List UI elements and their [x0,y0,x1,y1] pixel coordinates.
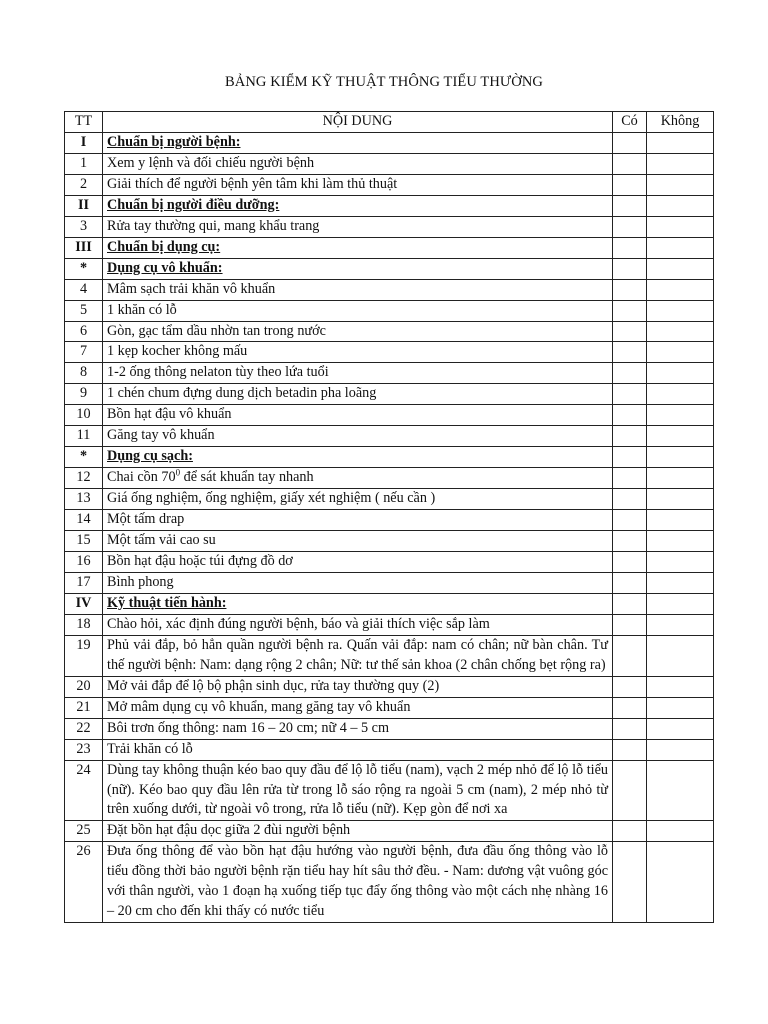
yes-check-cell[interactable] [613,489,647,510]
row-number: 9 [65,384,103,405]
row-number: 7 [65,342,103,363]
table-row [65,635,714,676]
table-row [65,718,714,739]
yes-check-cell[interactable] [613,447,647,468]
row-text: 1 kẹp kocher không mấu [107,343,248,360]
no-check-cell[interactable] [647,821,714,842]
table-row [65,760,714,821]
row-number: 16 [65,552,103,573]
row-text: Gòn, gạc tẩm dầu nhờn tan trong nước [107,322,326,339]
row-text: Giải thích để người bệnh yên tâm khi làm thủ thuật [107,175,398,192]
row-text: Chuẩn bị người điều dưỡng: [107,196,280,213]
yes-check-cell[interactable] [613,342,647,363]
header-tt: TT [65,112,103,133]
row-number: 17 [65,572,103,593]
yes-check-cell[interactable] [613,760,647,821]
no-check-cell[interactable] [647,676,714,697]
row-text: Một tấm vải cao su [107,532,216,549]
row-number: 2 [65,174,103,195]
no-check-cell[interactable] [647,279,714,300]
yes-check-cell[interactable] [613,552,647,573]
row-content [103,279,613,300]
no-check-cell[interactable] [647,572,714,593]
row-content [103,718,613,739]
table-row [65,300,714,321]
row-content [103,739,613,760]
row-text: Chào hỏi, xác định đúng người bệnh, báo và giải thích việc sắp làm [107,615,490,632]
row-text: Rửa tay thường qui, mang khẩu trang [107,217,320,234]
row-number: * [65,258,103,279]
row-number: 14 [65,510,103,531]
row-number: 10 [65,405,103,426]
row-text: Dùng tay không thuận kéo bao quy đầu để lộ lỗ tiểu (nam), vạch 2 mép nhỏ để lộ lỗ tiểu (nữ). Kéo bao quy đầu lên rửa từ trong lỗ sáo rộng ra ngoài 5 cm (nam), 2 mép nhỏ từ trên xuống dưới, từ ngoài vô trong, rửa lỗ tiểu (nữ). Kẹp gòn để nơi xa [107,761,608,818]
row-text: Phủ vải đắp, bỏ hẳn quần người bệnh ra. Quấn vải đắp: nam có chân; nữ bàn chân. Tư thế người bệnh: Nam: dạng rộng 2 chân; Nữ: tư thế sản khoa (2 chân chống bẹt rộng ra) [107,636,608,673]
table-row [65,384,714,405]
row-content [103,216,613,237]
row-number: 4 [65,279,103,300]
yes-check-cell[interactable] [613,279,647,300]
table-row [65,821,714,842]
row-number: 18 [65,614,103,635]
row-number: 5 [65,300,103,321]
yes-check-cell[interactable] [613,614,647,635]
no-check-cell[interactable] [647,363,714,384]
no-check-cell[interactable] [647,635,714,676]
no-check-cell[interactable] [647,531,714,552]
table-header-row [65,112,714,133]
table-row [65,279,714,300]
no-check-cell[interactable] [647,216,714,237]
no-check-cell[interactable] [647,174,714,195]
row-content [103,510,613,531]
row-content [103,635,613,676]
table-body [65,132,714,922]
no-check-cell[interactable] [647,697,714,718]
yes-check-cell[interactable] [613,572,647,593]
row-text: Mở mâm dụng cụ vô khuẩn, mang găng tay vô khuẩn [107,698,411,715]
row-number: 21 [65,697,103,718]
row-text-tail: để sát khuẩn tay nhanh [180,469,314,486]
row-text: Chuẩn bị dụng cụ: [107,238,221,255]
row-number: 11 [65,426,103,447]
row-text: Trải khăn có lỗ [107,740,193,757]
row-content [103,237,613,258]
no-check-cell[interactable] [647,760,714,821]
row-text: Mâm sạch trải khăn vô khuẩn [107,280,276,297]
table-row [65,697,714,718]
row-superscript: 0 [175,467,181,478]
no-check-cell[interactable] [647,342,714,363]
yes-check-cell[interactable] [613,531,647,552]
document-title: BẢNG KIỂM KỸ THUẬT THÔNG TIỂU THƯỜNG [225,74,543,90]
row-content [103,552,613,573]
no-check-cell[interactable] [647,447,714,468]
yes-check-cell[interactable] [613,426,647,447]
yes-check-cell[interactable] [613,593,647,614]
no-check-cell[interactable] [647,510,714,531]
yes-check-cell[interactable] [613,300,647,321]
row-text: Dụng cụ vô khuẩn: [107,259,223,276]
table-row [65,739,714,760]
no-check-cell[interactable] [647,593,714,614]
row-text: Găng tay vô khuẩn [107,427,215,444]
row-content [103,321,613,342]
row-number: IV [65,593,103,614]
no-check-cell[interactable] [647,300,714,321]
yes-check-cell[interactable] [613,216,647,237]
header-yes: Có [613,112,647,133]
section-row [65,258,714,279]
yes-check-cell[interactable] [613,676,647,697]
row-number: 12 [65,468,103,489]
table-row [65,510,714,531]
row-number: 1 [65,153,103,174]
row-content [103,384,613,405]
row-text: Chuẩn bị người bệnh: [107,133,241,150]
header-no: Không [647,112,714,133]
row-text: Đưa ống thông để vào bồn hạt đậu hướng vào người bệnh, đưa đầu ống thông vào lỗ tiểu đồng thời bảo người bệnh rặn tiểu hay hít sâu thở đều. - Nam: dương vật vuông góc với thân người, vào 1 đoạn hạ xuống tiếp tục đẩy ống thông vào một cách nhẹ nhàng 16 – 20 cm cho đến khi thấy có nước tiểu [107,843,608,920]
yes-check-cell[interactable] [613,405,647,426]
row-text: Bình phong [107,573,174,590]
table-row [65,842,714,923]
yes-check-cell[interactable] [613,237,647,258]
no-check-cell[interactable] [647,153,714,174]
row-number: 8 [65,363,103,384]
table-row [65,614,714,635]
yes-check-cell[interactable] [613,821,647,842]
row-content [103,426,613,447]
row-text: Mở vải đắp để lộ bộ phận sinh dục, rửa tay thường quy (2) [107,677,440,694]
no-check-cell[interactable] [647,132,714,153]
row-number: 15 [65,531,103,552]
table-row [65,552,714,573]
row-text: Bôi trơn ống thông: nam 16 – 20 cm; nữ 4 – 5 cm [107,719,389,736]
row-content [103,132,613,153]
row-content [103,195,613,216]
row-text: Giá ống nghiệm, ống nghiệm, giấy xét nghiệm ( nếu cần ) [107,490,436,507]
no-check-cell[interactable] [647,237,714,258]
row-text: 1-2 ống thông nelaton tùy theo lứa tuổi [107,364,329,381]
row-number: * [65,447,103,468]
row-content [103,363,613,384]
no-check-cell[interactable] [647,842,714,923]
row-content [103,593,613,614]
table-row [65,174,714,195]
row-number: 25 [65,821,103,842]
row-content [103,300,613,321]
table-row [65,321,714,342]
row-content [103,174,613,195]
table-row [65,405,714,426]
table-row [65,468,714,489]
row-text: Một tấm drap [107,511,185,528]
yes-check-cell[interactable] [613,321,647,342]
no-check-cell[interactable] [647,468,714,489]
row-content [103,760,613,821]
row-number: 26 [65,842,103,923]
row-content [103,468,613,489]
row-number: 19 [65,635,103,676]
yes-check-cell[interactable] [613,468,647,489]
row-number: 24 [65,760,103,821]
section-row [65,195,714,216]
yes-check-cell[interactable] [613,153,647,174]
table-row [65,572,714,593]
row-content [103,572,613,593]
no-check-cell[interactable] [647,384,714,405]
section-row [65,593,714,614]
row-number: 6 [65,321,103,342]
yes-check-cell[interactable] [613,739,647,760]
no-check-cell[interactable] [647,489,714,510]
yes-check-cell[interactable] [613,718,647,739]
row-content [103,153,613,174]
row-text: 1 khăn có lỗ [107,301,177,318]
section-row [65,132,714,153]
row-text: Bồn hạt đậu vô khuẩn [107,406,232,423]
no-check-cell[interactable] [647,614,714,635]
row-number: 3 [65,216,103,237]
row-content [103,614,613,635]
section-row [65,447,714,468]
table-row [65,153,714,174]
row-text: Kỹ thuật tiến hành: [107,594,227,611]
row-content [103,821,613,842]
row-number: 23 [65,739,103,760]
no-check-cell[interactable] [647,552,714,573]
yes-check-cell[interactable] [613,510,647,531]
yes-check-cell[interactable] [613,132,647,153]
checklist-table [64,111,714,923]
table-row [65,216,714,237]
yes-check-cell[interactable] [613,258,647,279]
row-text: Xem y lệnh và đối chiếu người bệnh [107,154,315,171]
yes-check-cell[interactable] [613,174,647,195]
section-row [65,237,714,258]
row-number: I [65,132,103,153]
yes-check-cell[interactable] [613,842,647,923]
no-check-cell[interactable] [647,426,714,447]
table-row [65,426,714,447]
row-number: 20 [65,676,103,697]
row-number: III [65,237,103,258]
table-row [65,363,714,384]
no-check-cell[interactable] [647,195,714,216]
row-content [103,447,613,468]
no-check-cell[interactable] [647,321,714,342]
yes-check-cell[interactable] [613,635,647,676]
no-check-cell[interactable] [647,405,714,426]
row-text: Đặt bồn hạt đậu dọc giữa 2 đùi người bệnh [107,822,351,839]
row-text: 1 chén chum đựng dung dịch betadin pha loãng [107,385,377,402]
row-content [103,697,613,718]
table-row [65,342,714,363]
table-row [65,531,714,552]
yes-check-cell[interactable] [613,384,647,405]
yes-check-cell[interactable] [613,697,647,718]
row-text: Dụng cụ sạch: [107,448,193,465]
no-check-cell[interactable] [647,718,714,739]
row-number: 13 [65,489,103,510]
row-content [103,405,613,426]
no-check-cell[interactable] [647,739,714,760]
row-content [103,258,613,279]
row-text: Bồn hạt đậu hoặc túi đựng đồ dơ [107,553,293,570]
row-content [103,842,613,923]
row-content [103,342,613,363]
row-content [103,531,613,552]
row-content [103,489,613,510]
row-text: Chai cồn 70 [107,469,176,486]
table-row [65,676,714,697]
yes-check-cell[interactable] [613,363,647,384]
no-check-cell[interactable] [647,258,714,279]
yes-check-cell[interactable] [613,195,647,216]
table-row [65,489,714,510]
row-number: II [65,195,103,216]
row-content [103,676,613,697]
row-number: 22 [65,718,103,739]
header-content: NỘI DUNG [103,112,613,133]
